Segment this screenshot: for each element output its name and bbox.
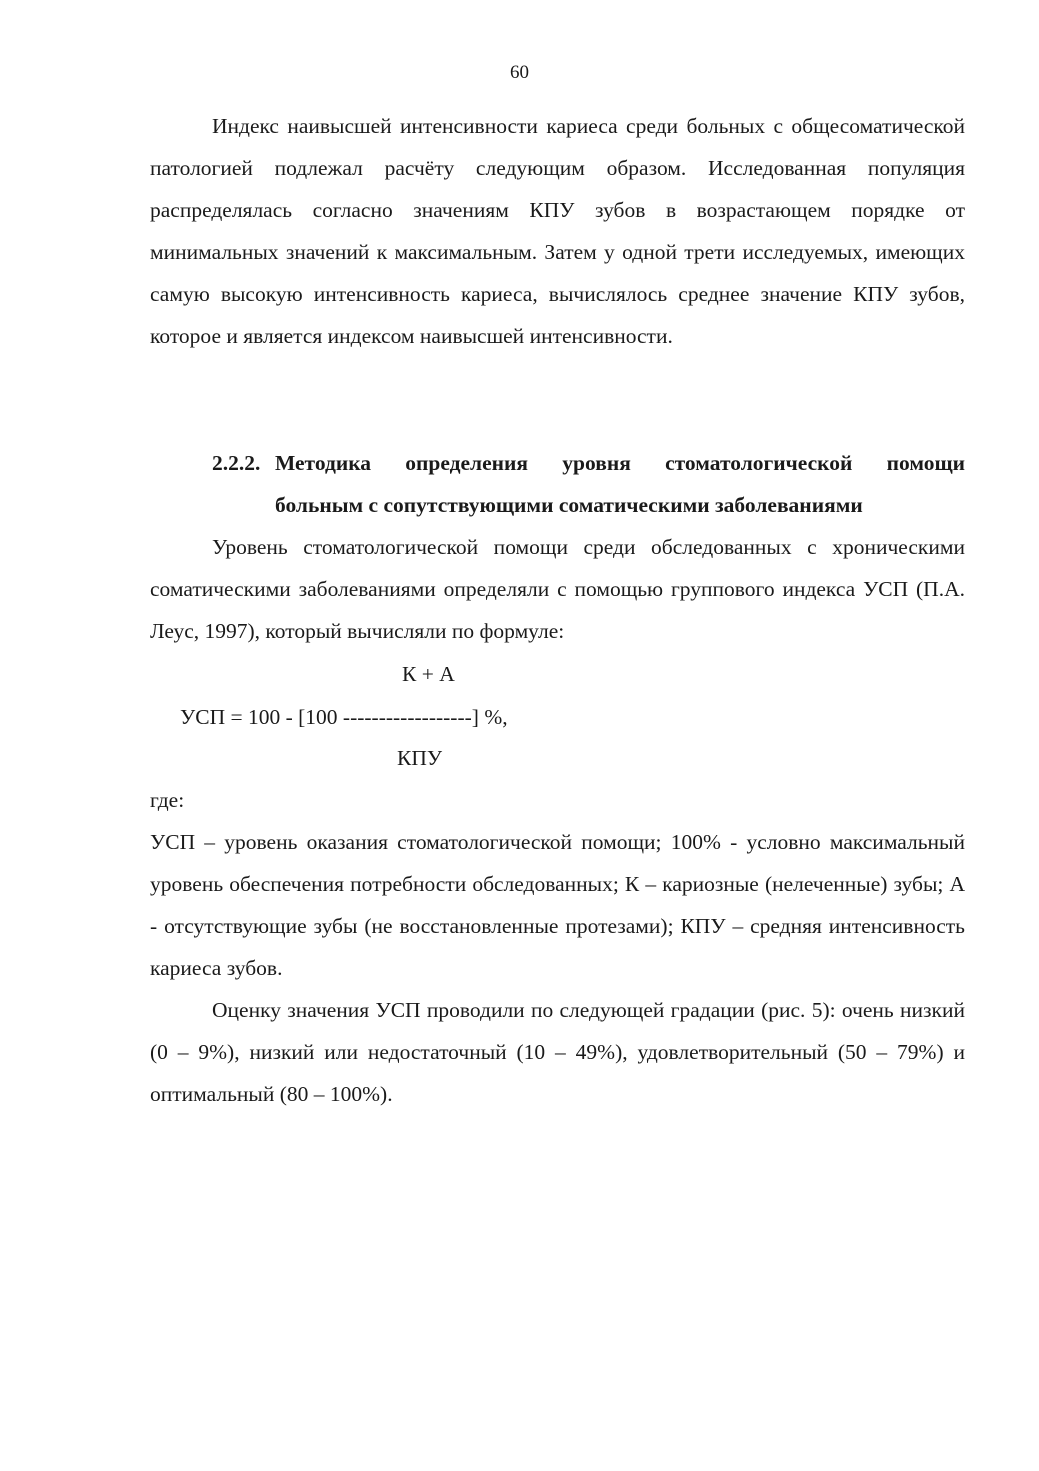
section-title-line2: больным с сопутствующими соматическими заболеваниями	[275, 493, 863, 517]
paragraph-text: Уровень стоматологической помощи среди обследованных с хроническими соматическими заболеваниями определяли с помощью группового индекса УСП (П.А. Леус, 1997), который вычисляли по формуле:	[150, 535, 965, 643]
formula-main: УСП = 100 - [100 ------------------] %,	[180, 705, 508, 729]
paragraph-intensity-index	[150, 105, 965, 357]
paragraph-definitions	[150, 821, 965, 989]
formula-numerator: К + А	[402, 662, 455, 686]
section-heading	[150, 442, 965, 526]
paragraph-usp-method	[150, 526, 965, 652]
section-title-line1: Методика определения уровня стоматологической помощи	[275, 451, 965, 475]
where-label	[150, 779, 965, 821]
where-text: где:	[150, 788, 185, 812]
paragraph-text: УСП – уровень оказания стоматологической помощи; 100% - условно максимальный уровень обеспечения потребности обследованных; К – кариозные (нелеченные) зубы; А - отсутствующие зубы (не восстановленные протезами); КПУ – средняя интенсивность кариеса зубов.	[150, 830, 965, 980]
paragraph-gradation	[150, 989, 965, 1115]
page-number: 60	[510, 62, 529, 83]
paragraph-text: Оценку значения УСП проводили по следующей градации (рис. 5): очень низкий (0 – 9%), низкий или недостаточный (10 – 49%), удовлетворительный (50 – 79%) и оптимальный (80 – 100%).	[150, 998, 965, 1106]
paragraph-text: Индекс наивысшей интенсивности кариеса среди больных с общесоматической патологией подлежал расчёту следующим образом. Исследованная популяция распределялась согласно значениям КПУ зубов в возрастающем порядке от минимальных значений к максимальным. Затем у одной трети исследуемых, имеющих самую высокую интенсивность кариеса, вычислялось среднее значение КПУ зубов, которое и является индексом наивысшей интенсивности.	[150, 114, 965, 348]
formula-denominator: КПУ	[397, 746, 443, 770]
section-number: 2.2.2.	[212, 451, 261, 475]
